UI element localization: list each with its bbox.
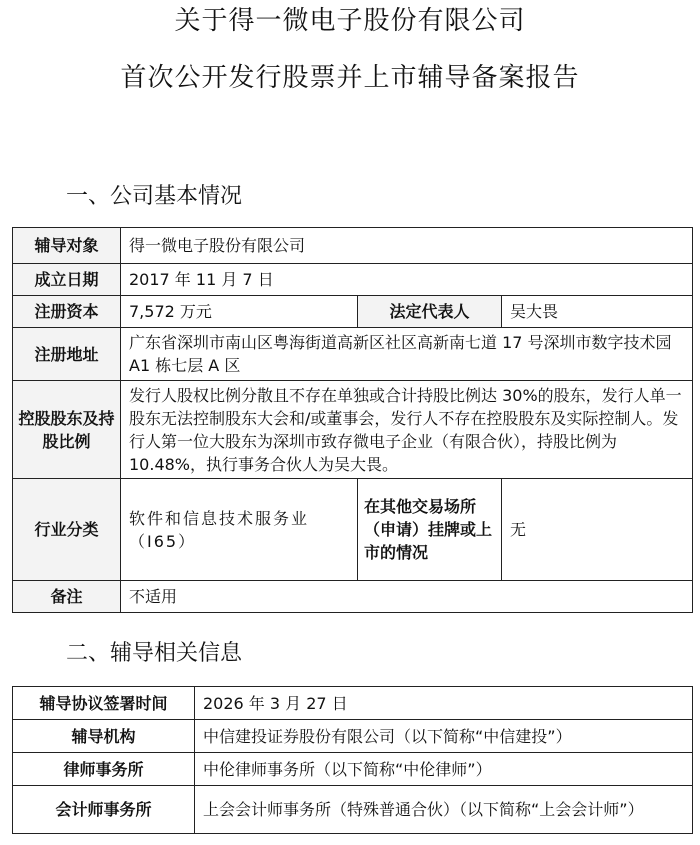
table-row (13, 328, 693, 381)
industry-label: 行业分类 (13, 479, 121, 581)
industry-value: 软件和信息技术服务业（I65） (121, 479, 358, 581)
table-row (13, 786, 693, 834)
company-info-table (12, 227, 693, 613)
institution-label: 辅导机构 (13, 720, 195, 753)
table-row (13, 687, 693, 720)
section-heading-tutoring-info: 二、辅导相关信息 (66, 641, 243, 666)
accounting-value: 上会会计师事务所（特殊普通合伙）（以下简称“上会会计师”） (195, 786, 693, 834)
legal-rep-label: 法定代表人 (358, 296, 502, 328)
other-listing-label: 在其他交易场所（申请）挂牌或上市的情况 (358, 479, 502, 581)
legal-rep-value: 吴大畏 (502, 296, 693, 328)
founded-value: 2017 年 11 月 7 日 (121, 264, 693, 296)
report-title-line2: 首次公开发行股票并上市辅导备案报告 (120, 63, 580, 93)
target-value: 得一微电子股份有限公司 (121, 228, 693, 264)
report-title-line1: 关于得一微电子股份有限公司 (174, 6, 526, 36)
holder-label: 控股股东及持股比例 (13, 381, 121, 479)
law-firm-label: 律师事务所 (13, 753, 195, 786)
table-row (13, 296, 693, 328)
table-row (13, 581, 693, 613)
address-label: 注册地址 (13, 328, 121, 381)
remark-value: 不适用 (121, 581, 693, 613)
table-row (13, 381, 693, 479)
table-row (13, 479, 693, 581)
law-firm-value: 中伦律师事务所（以下简称“中伦律师”） (195, 753, 693, 786)
address-value: 广东省深圳市南山区粤海街道高新区社区高新南七道 17 号深圳市数字技术园 A1 栋七层 A 区 (121, 328, 693, 381)
holder-value: 发行人股权比例分散且不存在单独或合计持股比例达 30%的股东，发行人单一股东无法控制股东大会和/或董事会，发行人不存在控股股东及实际控制人。发行人第一位大股东为深圳市致存微电子企业（有限合伙），持股比例为 10.48%，执行事务合伙人为吴大畏。 (121, 381, 693, 479)
remark-label: 备注 (13, 581, 121, 613)
table-row (13, 753, 693, 786)
table-row (13, 228, 693, 264)
table-row (13, 264, 693, 296)
accounting-label: 会计师事务所 (13, 786, 195, 834)
capital-value: 7,572 万元 (121, 296, 358, 328)
target-label: 辅导对象 (13, 228, 121, 264)
other-listing-value: 无 (502, 479, 693, 581)
tutoring-info-table (12, 686, 693, 834)
table-row (13, 720, 693, 753)
section-heading-company-info: 一、公司基本情况 (66, 184, 243, 209)
institution-value: 中信建投证券股份有限公司（以下简称“中信建投”） (195, 720, 693, 753)
sign-time-value: 2026 年 3 月 27 日 (195, 687, 693, 720)
sign-time-label: 辅导协议签署时间 (13, 687, 195, 720)
capital-label: 注册资本 (13, 296, 121, 328)
founded-label: 成立日期 (13, 264, 121, 296)
